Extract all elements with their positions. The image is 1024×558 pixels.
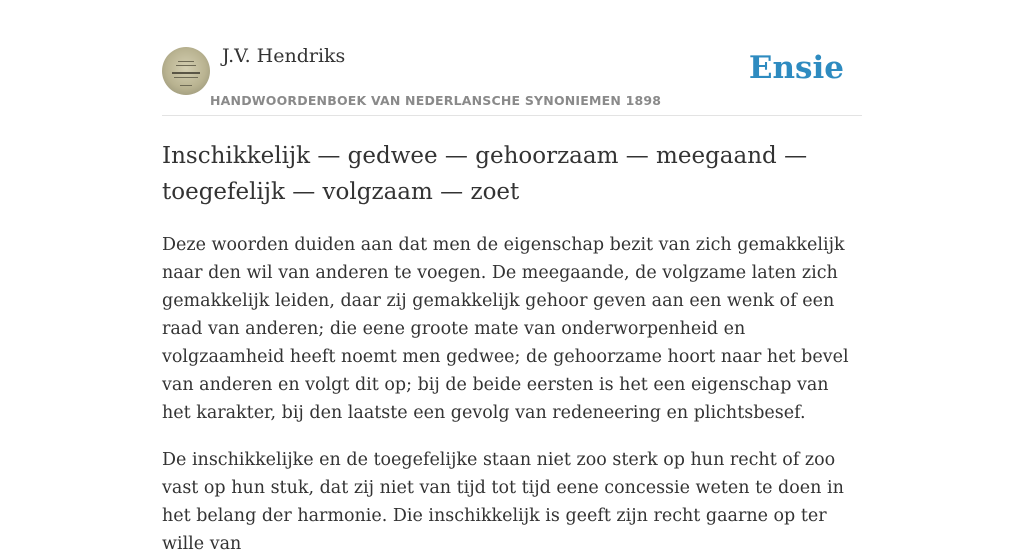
- avatar-detail: [172, 72, 200, 74]
- avatar-detail: [174, 77, 198, 78]
- article-body: [162, 231, 862, 558]
- article-paragraph: Deze woorden duiden aan dat men de eigenschap bezit van zich gemakkelijk naar den wil van anderen te voegen. De meegaande, de volgzame laten zich gemakkelijk leiden, daar zij gemakkelijk gehoor geven aan een wenk of een raad van anderen; die eene groote mate van onderworpenheid en volgzaamheid heeft noemt men gedwee; de gehoorzame hoort naar het bevel van anderen en volgt dit op; bij de beide eersten is het een eigenschap van het karakter, bij den laatste een gevolg van redeneering en plichtsbesef.: [162, 235, 849, 423]
- avatar-detail: [178, 61, 194, 62]
- avatar-detail: [180, 85, 192, 86]
- book-cover-avatar[interactable]: [162, 47, 210, 95]
- avatar-detail: [176, 65, 196, 66]
- page: [162, 0, 862, 554]
- article-title: Inschikkelijk — gedwee — gehoorzaam — meegaand — toegefelijk — volgzaam — zoet: [162, 143, 808, 205]
- brand-logo-link[interactable]: Ensie: [748, 50, 844, 86]
- page-header: [162, 0, 862, 116]
- author-link[interactable]: J.V. Hendriks: [222, 45, 346, 67]
- source-link[interactable]: HANDWOORDENBOEK VAN NEDERLANSCHE SYNONIEMEN 1898: [210, 93, 662, 108]
- article-paragraph: De inschikkelijke en de toegefelijke staan niet zoo sterk op hun recht of zoo vast op hun stuk, dat zij niet van tijd tot tijd eene concessie weten te doen in het belang der harmonie. Die inschikkelijk is geeft zijn recht gaarne op ter wille van: [162, 450, 844, 554]
